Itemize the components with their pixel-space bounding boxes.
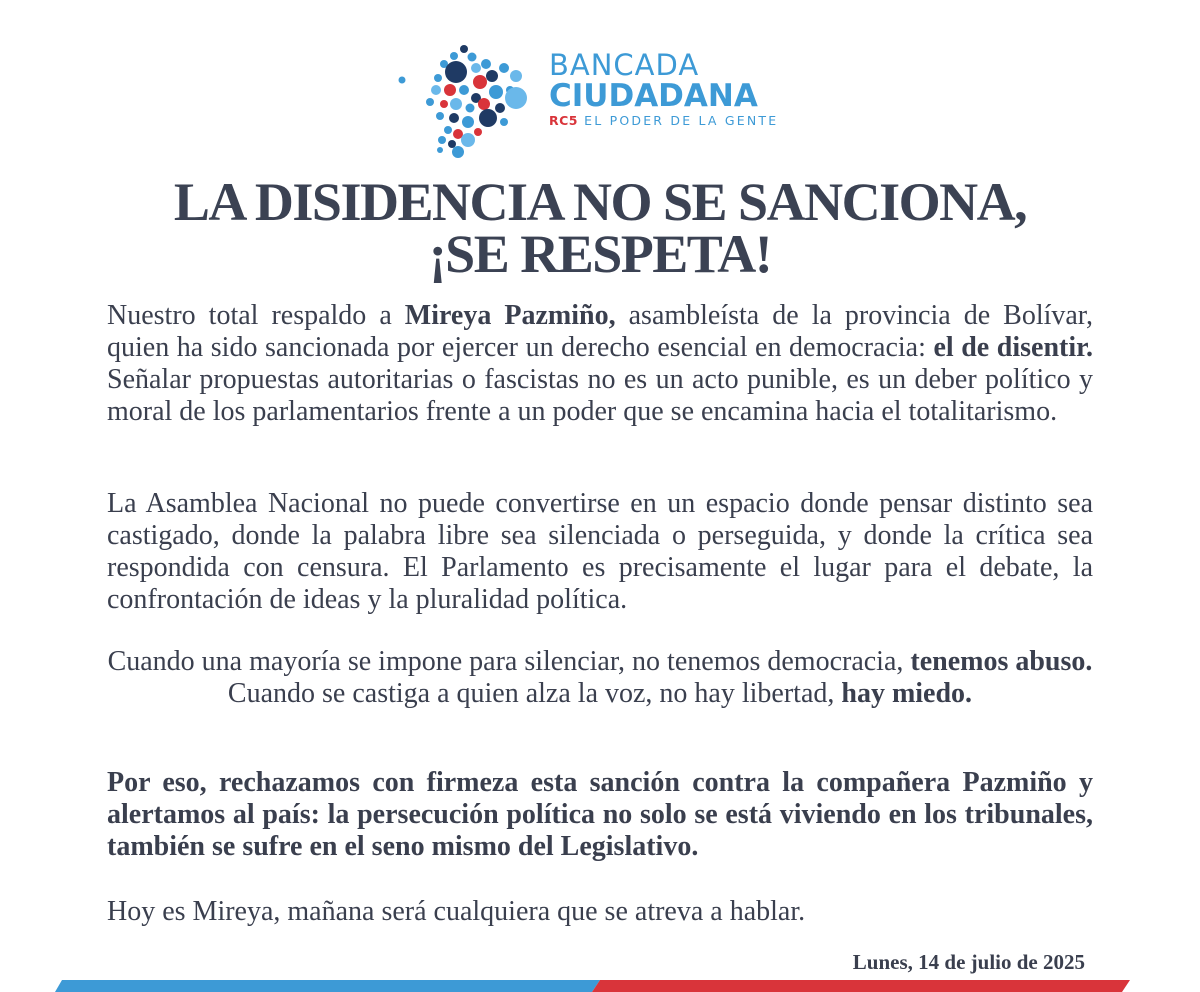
centered-line1-text: Cuando una mayoría se impone para silenciar, no tenemos democracia,	[107, 646, 911, 677]
logo-line-bancada: BANCADA	[549, 48, 700, 82]
date-line: Lunes, 14 de julio de 2025	[852, 950, 1085, 974]
paragraph1-name: Mireya Pazmiño,	[404, 300, 616, 331]
centered-statement	[100, 646, 1100, 710]
bancada-ciudadana-logo	[396, 42, 796, 160]
centered-line1-bold: tenemos abuso.	[910, 646, 1093, 677]
centered-line2-bold: hay miedo.	[841, 678, 973, 709]
centered-line2-text: Cuando se castiga a quien alza la voz, no hay libertad,	[227, 678, 842, 709]
centered-line2	[100, 678, 1100, 710]
paragraph-asamblea: La Asamblea Nacional no puede convertirse en un espacio donde pensar distinto sea castigado, donde la palabra libre sea silenciada o perseguida, y donde la crítica sea respondida con censura. El Parlamento es precisamente el lugar para el debate, la confrontación de ideas y la pluralidad política.	[107, 488, 1093, 615]
logo-tagline	[549, 113, 778, 129]
headline	[0, 172, 1200, 284]
headline-line1: LA DISIDENCIA NO SE SANCIONA,	[173, 172, 1027, 232]
headline-line2: ¡SE RESPETA!	[428, 224, 772, 284]
paragraph1-text3: Señalar propuestas autoritarias o fascistas no es un acto punible, es un deber político y moral de los parlamentarios frente a un poder que se encamina hacia el totalitarismo.	[107, 364, 1093, 427]
paragraph1-text1: Nuestro total respaldo a	[107, 300, 405, 331]
ecuador-map-dots-icon	[396, 42, 536, 160]
paragraph-rejection: Por eso, rechazamos con firmeza esta sanción contra la compañera Pazmiño y alertamos al país: la persecución política no solo se está viviendo en los tribunales, también se sufre en el seno mismo del Legislativo.	[107, 767, 1093, 862]
paragraph1-text2: asambleísta de la provincia de Bolívar, quien ha sido sancionada por ejercer un derecho esencial en democracia:	[107, 300, 1094, 363]
logo-wordmark	[549, 50, 778, 129]
paragraph-closing: Hoy es Mireya, mañana será cualquiera que se atreva a hablar.	[107, 896, 806, 927]
logo-line-ciudadana: CIUDADANA	[549, 78, 758, 114]
paragraph-support	[107, 300, 1093, 428]
footer-color-bar	[0, 978, 1200, 992]
logo-tagline-text: EL PODER DE LA GENTE	[578, 113, 779, 128]
centered-line1	[100, 646, 1100, 678]
paragraph1-disentir: el de disentir.	[933, 332, 1093, 363]
logo-rc5: RC5	[549, 113, 578, 128]
